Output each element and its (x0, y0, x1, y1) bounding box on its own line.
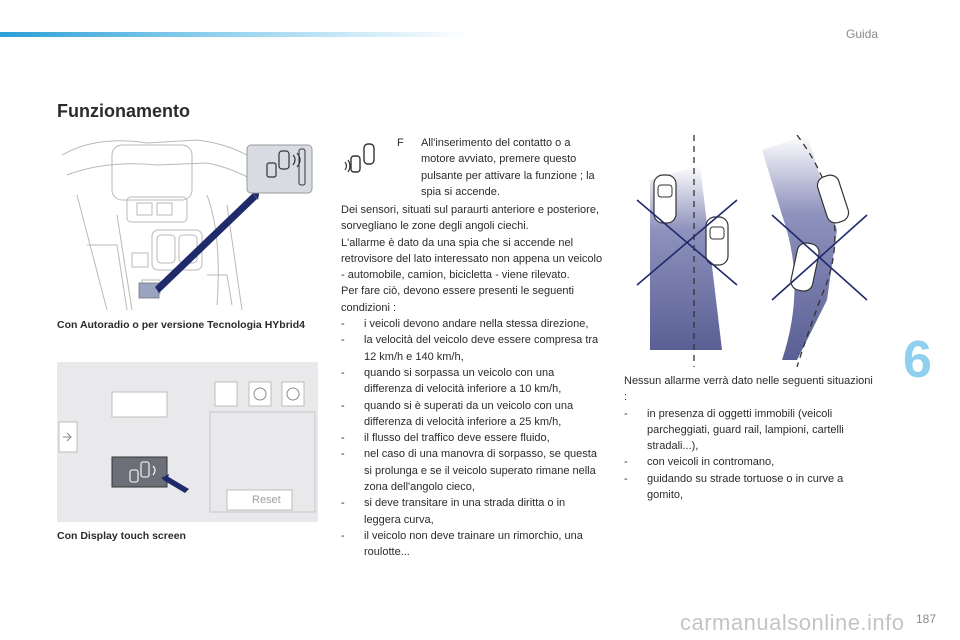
blind-spot-icon (342, 142, 382, 178)
right-text-column (624, 373, 874, 503)
page-heading: Funzionamento (57, 101, 190, 121)
touchscreen-reset-label: Reset (252, 494, 281, 506)
list-item: - il flusso del traffico deve essere fluido, (341, 430, 603, 446)
list-item: - i veicoli devono andare nella stessa direzione, (341, 316, 603, 332)
touchscreen-caption: Con Display touch screen (57, 530, 186, 542)
list-item: - quando si è superati da un veicolo con una differenza di velocità inferiore a 25 km/h, (341, 398, 603, 431)
header-accent-bar (0, 32, 470, 37)
list-item: - il veicolo non deve trainare un rimorchio, una roulotte... (341, 528, 603, 561)
list-item: - si deve transitare in una strada diritta o in leggera curva, (341, 495, 603, 528)
list-item: - la velocità del veicolo deve essere compresa tra 12 km/h e 140 km/h, (341, 332, 603, 365)
console-caption: Con Autoradio o per versione Tecnologia HYbrid4 (57, 319, 305, 331)
chapter-number: 6 (903, 331, 932, 389)
sensors-paragraph: Dei sensori, situati sul paraurti anteriore e posteriore, sorvegliano le zone degli angoli ciechi. (341, 204, 600, 233)
list-item: - nel caso di una manovra di sorpasso, se questa si prolunga e se il veicolo superato rimane nella zona dell'angolo cieco, (341, 446, 603, 495)
list-item: - con veicoli in contromano, (624, 454, 874, 470)
no-alarm-intro: Nessun allarme verrà dato nelle seguenti situazioni : (624, 375, 873, 404)
no-alarm-list (624, 406, 874, 504)
list-item: - guidando su strade tortuose o in curve a gomito, (624, 471, 874, 504)
console-illustration (57, 135, 319, 310)
list-item: - in presenza di oggetti immobili (veicoli parcheggiati, guard rail, lampioni, cartelli stradali...), (624, 406, 874, 455)
instruction-bullet: F (397, 137, 404, 149)
alarm-paragraph: L'allarme è dato da una spia che si accende nel retrovisore del lato interessato non appena un veicolo - automobile, camion, bicicletta - viene rilevato. (341, 236, 603, 282)
instruction-text: All'inserimento del contatto o a motore avviato, premere questo pulsante per attivare la funzione ; la spia si accende. (421, 137, 595, 198)
middle-text-column (341, 202, 603, 561)
conditions-intro: Per fare ciò, devono essere presenti le seguenti condizioni : (341, 285, 574, 314)
section-label: Guida (846, 27, 879, 41)
conditions-list (341, 316, 603, 560)
list-item: - quando si sorpassa un veicolo con una differenza di velocità inferiore a 10 km/h, (341, 365, 603, 398)
watermark: carmanualsonline.info (680, 610, 905, 635)
page-number: 187 (916, 612, 937, 626)
traffic-illustration (622, 135, 877, 367)
